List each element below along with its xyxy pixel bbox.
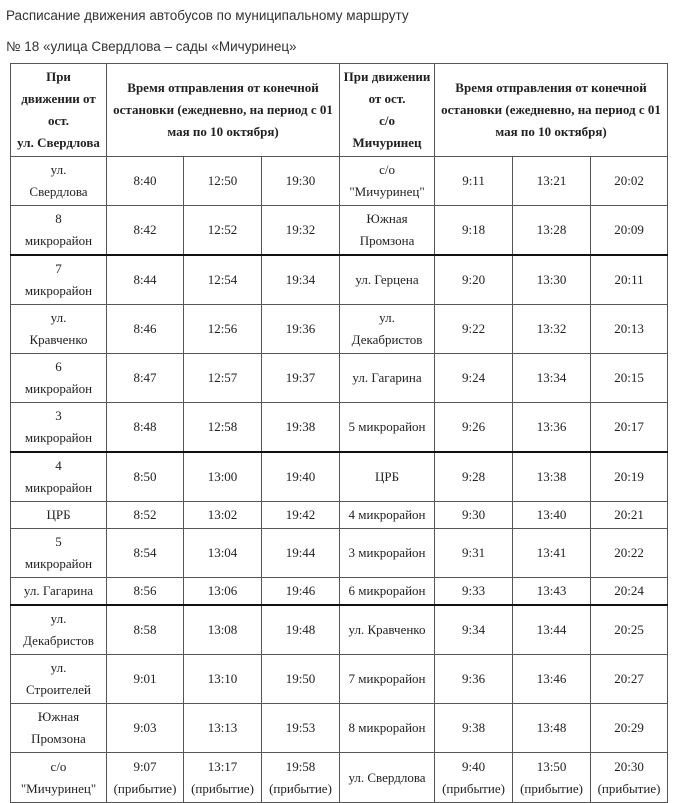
- left-time-cell: 13:00: [184, 452, 262, 502]
- right-stop-cell: ул. Герцена: [340, 255, 435, 305]
- left-stop-cell: 4 микрорайон: [11, 452, 107, 502]
- left-time-cell: 19:36: [262, 305, 340, 354]
- left-time-cell: 13:06: [184, 578, 262, 606]
- right-stop-cell: с/о "Мичуринец": [340, 157, 435, 206]
- right-time-cell: 13:34: [513, 354, 591, 403]
- right-time-cell: 13:32: [513, 305, 591, 354]
- right-time-cell: 13:21: [513, 157, 591, 206]
- right-time-cell: 9:40 (прибытие): [435, 753, 513, 803]
- table-row: [11, 578, 668, 606]
- table-row: [11, 704, 668, 753]
- arrival-label: (прибытие): [442, 780, 505, 796]
- left-time-cell: 9:07 (прибытие): [107, 753, 184, 803]
- table-row: [11, 206, 668, 256]
- left-time-cell: 12:50: [184, 157, 262, 206]
- left-time-cell: 8:52: [107, 502, 184, 529]
- right-time-cell: 13:40: [513, 502, 591, 529]
- right-time-cell: 13:41: [513, 529, 591, 578]
- left-time-cell: 13:02: [184, 502, 262, 529]
- right-time-cell: 20:19: [591, 452, 668, 502]
- right-time-cell: 9:11: [435, 157, 513, 206]
- right-time-cell: 9:36: [435, 655, 513, 704]
- left-time-cell: 19:46: [262, 578, 340, 606]
- left-time-cell: 8:42: [107, 206, 184, 256]
- left-time-cell: 8:48: [107, 403, 184, 453]
- left-stop-cell: 6 микрорайон: [11, 354, 107, 403]
- left-stop-cell: с/о "Мичуринец": [11, 753, 107, 803]
- right-time-cell: 9:18: [435, 206, 513, 256]
- right-time-cell: 20:02: [591, 157, 668, 206]
- left-time-cell: 9:01: [107, 655, 184, 704]
- right-time-cell: 20:17: [591, 403, 668, 453]
- left-time-cell: 19:40: [262, 452, 340, 502]
- right-time-cell: 20:29: [591, 704, 668, 753]
- left-time-cell: 19:32: [262, 206, 340, 256]
- right-time-cell: 9:33: [435, 578, 513, 606]
- left-time-cell: 19:30: [262, 157, 340, 206]
- right-time-cell: 20:13: [591, 305, 668, 354]
- table-row: [11, 529, 668, 578]
- route-title: № 18 «улица Свердлова – сады «Мичуринец»: [6, 39, 297, 54]
- left-time-cell: 19:38: [262, 403, 340, 453]
- right-stop-cell: ул. Свердлова: [340, 753, 435, 803]
- right-time-cell: 9:22: [435, 305, 513, 354]
- table-row: [11, 605, 668, 655]
- arrival-label: (прибытие): [597, 780, 661, 796]
- left-time-cell: 12:56: [184, 305, 262, 354]
- right-time-cell: 13:30: [513, 255, 591, 305]
- right-time-cell: 13:46: [513, 655, 591, 704]
- right-time-cell: 13:38: [513, 452, 591, 502]
- right-time-cell: 20:22: [591, 529, 668, 578]
- right-time-cell: 20:30 (прибытие): [591, 753, 668, 803]
- left-stop-header: При движении от ост. ул. Свердлова: [11, 64, 107, 157]
- right-time-cell: 13:44: [513, 605, 591, 655]
- right-stop-cell: ул. Кравченко: [340, 605, 435, 655]
- left-time-cell: 13:13: [184, 704, 262, 753]
- right-time-cell: 13:48: [513, 704, 591, 753]
- left-stop-cell: ул. Декабристов: [11, 605, 107, 655]
- left-time-cell: 12:54: [184, 255, 262, 305]
- right-time-cell: 20:27: [591, 655, 668, 704]
- right-stop-cell: 7 микрорайон: [340, 655, 435, 704]
- left-time-cell: 19:53: [262, 704, 340, 753]
- left-stop-cell: Южная Промзона: [11, 704, 107, 753]
- right-time-cell: 9:20: [435, 255, 513, 305]
- right-time-cell: 9:31: [435, 529, 513, 578]
- table-row: [11, 502, 668, 529]
- right-stop-cell: 5 микрорайон: [340, 403, 435, 453]
- right-stop-cell: 8 микрорайон: [340, 704, 435, 753]
- arrival-label: (прибытие): [191, 780, 254, 796]
- left-time-cell: 19:44: [262, 529, 340, 578]
- right-time-cell: 20:24: [591, 578, 668, 606]
- schedule-table: [10, 63, 668, 803]
- left-time-cell: 8:56: [107, 578, 184, 606]
- right-time-cell: 20:21: [591, 502, 668, 529]
- left-time-cell: 13:04: [184, 529, 262, 578]
- arrival-label: (прибытие): [269, 780, 332, 796]
- right-stop-cell: 6 микрорайон: [340, 578, 435, 606]
- left-time-cell: 8:58: [107, 605, 184, 655]
- right-stop-cell: 3 микрорайон: [340, 529, 435, 578]
- right-time-cell: 9:34: [435, 605, 513, 655]
- right-time-cell: 20:15: [591, 354, 668, 403]
- left-stop-cell: ЦРБ: [11, 502, 107, 529]
- right-time-cell: 9:30: [435, 502, 513, 529]
- left-time-cell: 19:34: [262, 255, 340, 305]
- left-time-cell: 8:46: [107, 305, 184, 354]
- left-stop-cell: 3 микрорайон: [11, 403, 107, 453]
- left-time-cell: 8:44: [107, 255, 184, 305]
- arrival-label: (прибытие): [113, 780, 177, 796]
- left-time-cell: 12:58: [184, 403, 262, 453]
- left-stop-cell: ул. Кравченко: [11, 305, 107, 354]
- left-stop-cell: ул. Свердлова: [11, 157, 107, 206]
- right-stop-cell: ул. Декабристов: [340, 305, 435, 354]
- left-time-cell: 12:57: [184, 354, 262, 403]
- table-row: [11, 655, 668, 704]
- table-row: [11, 452, 668, 502]
- right-stop-header: При движении от ост. с/о Мичуринец: [340, 64, 435, 157]
- right-time-cell: 9:28: [435, 452, 513, 502]
- left-time-cell: 9:03: [107, 704, 184, 753]
- right-time-cell: 20:11: [591, 255, 668, 305]
- left-time-cell: 8:47: [107, 354, 184, 403]
- left-stop-cell: ул. Строителей: [11, 655, 107, 704]
- left-time-cell: 8:40: [107, 157, 184, 206]
- left-stop-cell: 8 микрорайон: [11, 206, 107, 256]
- left-time-cell: 19:37: [262, 354, 340, 403]
- left-stop-cell: 7 микрорайон: [11, 255, 107, 305]
- left-time-cell: 19:58 (прибытие): [262, 753, 340, 803]
- left-time-cell: 19:48: [262, 605, 340, 655]
- table-row: [11, 403, 668, 453]
- left-time-cell: 12:52: [184, 206, 262, 256]
- right-time-cell: 9:26: [435, 403, 513, 453]
- right-time-cell: 13:36: [513, 403, 591, 453]
- left-time-cell: 13:08: [184, 605, 262, 655]
- right-time-cell: 9:38: [435, 704, 513, 753]
- left-stop-cell: ул. Гагарина: [11, 578, 107, 606]
- right-time-cell: 20:25: [591, 605, 668, 655]
- left-time-cell: 13:17 (прибытие): [184, 753, 262, 803]
- table-row: [11, 354, 668, 403]
- table-row: [11, 753, 668, 803]
- table-row: [11, 157, 668, 206]
- right-time-cell: 20:09: [591, 206, 668, 256]
- right-stop-cell: Южная Промзона: [340, 206, 435, 256]
- right-time-cell: 9:24: [435, 354, 513, 403]
- right-stop-cell: ул. Гагарина: [340, 354, 435, 403]
- left-time-cell: 13:10: [184, 655, 262, 704]
- schedule-title: Расписание движения автобусов по муниципальному маршруту: [6, 8, 409, 23]
- left-time-header: Время отправления от конечной остановки (ежедневно, на период с 01 мая по 10 октября): [107, 64, 340, 157]
- left-time-cell: 19:42: [262, 502, 340, 529]
- left-time-cell: 8:50: [107, 452, 184, 502]
- arrival-label: (прибытие): [520, 780, 583, 796]
- left-stop-cell: 5 микрорайон: [11, 529, 107, 578]
- left-time-cell: 8:54: [107, 529, 184, 578]
- left-time-cell: 19:50: [262, 655, 340, 704]
- right-time-header: Время отправления от конечной остановки (ежедневно, на период с 01 мая по 10 октября): [435, 64, 668, 157]
- table-row: [11, 305, 668, 354]
- right-time-cell: 13:28: [513, 206, 591, 256]
- right-stop-cell: ЦРБ: [340, 452, 435, 502]
- right-time-cell: 13:43: [513, 578, 591, 606]
- table-row: [11, 255, 668, 305]
- right-time-cell: 13:50 (прибытие): [513, 753, 591, 803]
- right-stop-cell: 4 микрорайон: [340, 502, 435, 529]
